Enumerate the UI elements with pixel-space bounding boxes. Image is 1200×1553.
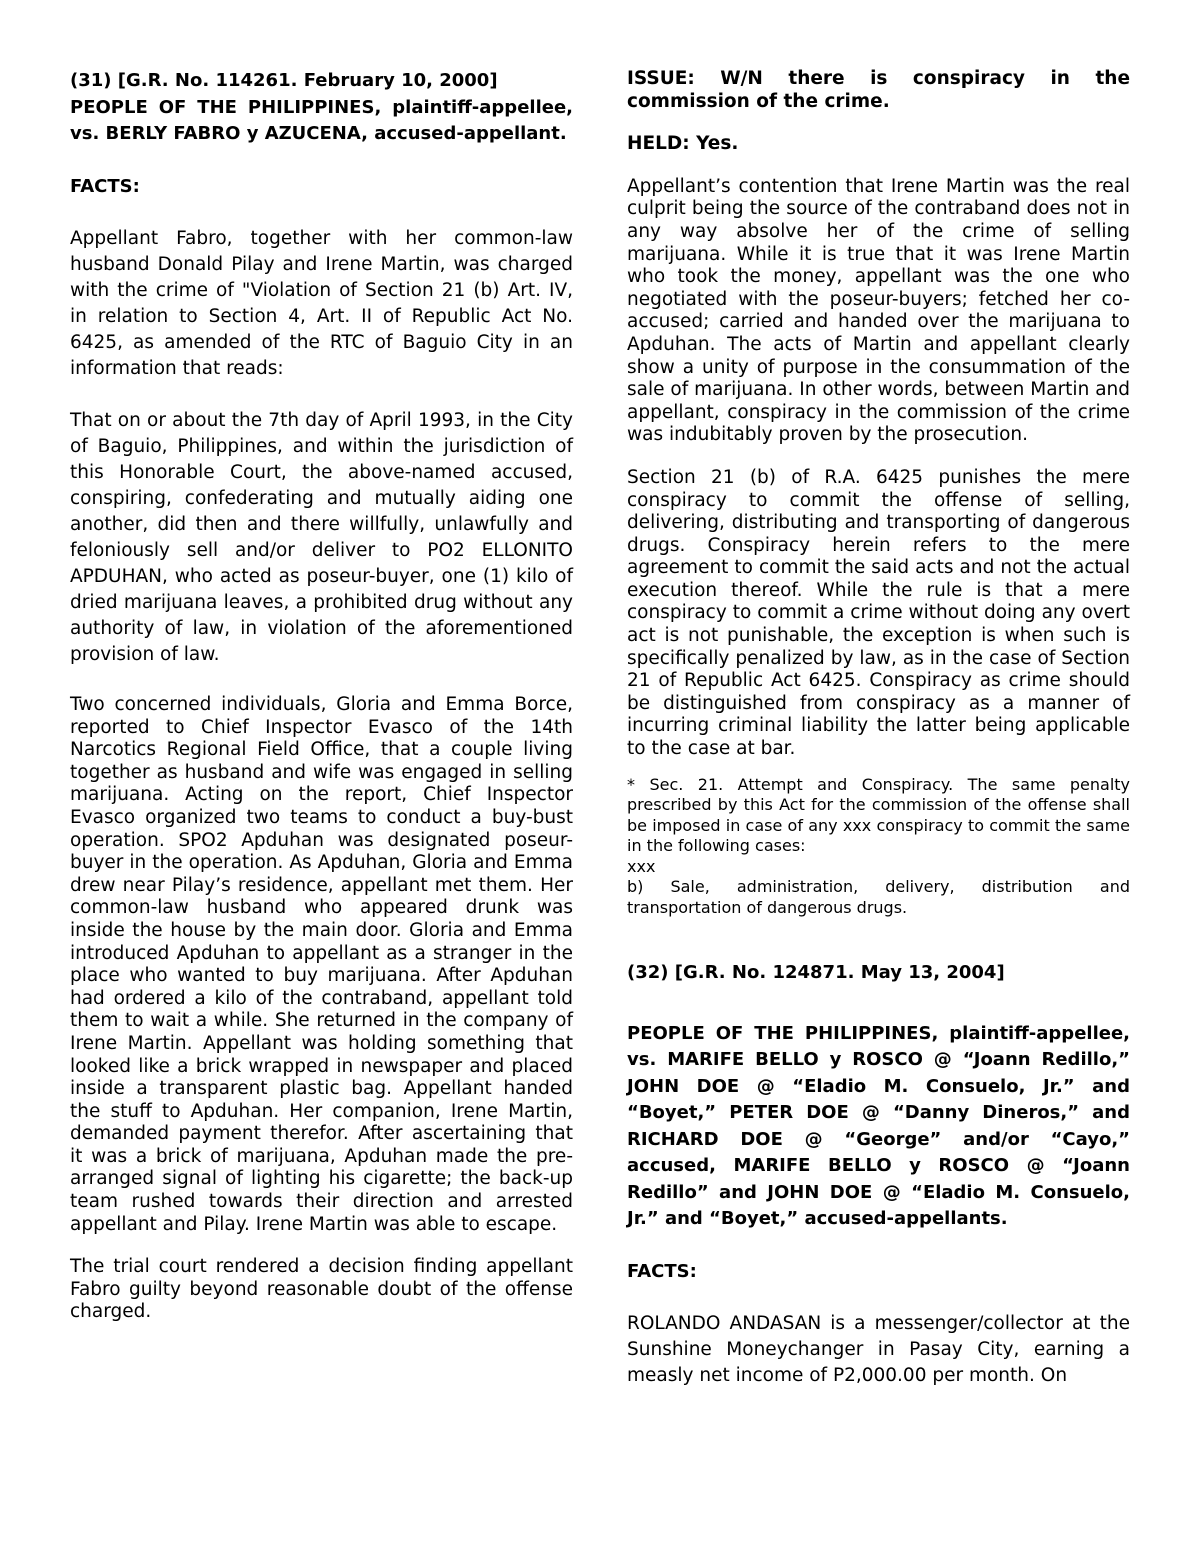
case-31-facts-paragraph-1: Appellant Fabro, together with her common-law husband Donald Pilay and Irene Martin, was charged with the crime of "Violation of Section 21 (b) Art. IV, in relation to Section 4, Art. II of Republic Act No. 6425, as amended of the RTC of Baguio City in an information that reads: [70, 228, 573, 379]
case-31-held-paragraph-2: Section 21 (b) of R.A. 6425 punishes the mere conspiracy to commit the offense of selling, delivering, distributing and transporting of dangerous drugs. Conspiracy herein refers to the mere agreement to commit the said acts and not the actual execution thereof. While the rule is that a mere conspiracy to commit a crime without doing any overt act is not punishable, the exception is when such is specifically penalized by law, as in the case of Section 21 of Republic Act 6425. Conspiracy as crime should be distinguished from conspiracy as a manner of incurring criminal liability the latter being applicable to the case at bar. [627, 466, 1130, 760]
case-31-information-quote: That on or about the 7th day of April 1993, in the City of Baguio, Philippines, and within the jurisdiction of this Honorable Court, the above-named accused, conspiring, confederating and mutually aiding one another, did then and there willfully, unlawfully and feloniously sell and/or deliver to PO2 ELLONITO APDUHAN, who acted as poseur-buyer, one (1) kilo of dried marijuana leaves, a prohibited drug without any authority of law, in violation of the aforementioned provision of law. [70, 410, 573, 665]
left-column [70, 68, 573, 1324]
case-32-parties: PEOPLE OF THE PHILIPPINES, plaintiff-appellee, vs. MARIFE BELLO y ROSCO @ “Joann Redillo,” JOHN DOE @ “Eladio M. Consuelo, Jr.” and “Boyet,” PETER DOE @ “Danny Dineros,” and RICHARD DOE @ “George” and/or “Cayo,” accused, MARIFE BELLO y ROSCO @ “Joann Redillo” and JOHN DOE @ “Eladio M. Consuelo, Jr.” and “Boyet,” accused-appellants. [627, 1022, 1130, 1230]
case-31-held-heading: HELD: Yes. [627, 133, 739, 155]
case-32-facts-paragraph-1: ROLANDO ANDASAN is a messenger/collector at the Sunshine Moneychanger in Pasay City, earning a measly net income of P2,000.00 per month. On [627, 1313, 1130, 1387]
case-32-facts-heading: FACTS: [627, 1260, 697, 1282]
right-column [627, 68, 1130, 1389]
footnote-xxx: xxx [627, 856, 656, 876]
case-32-citation: (32) [G.R. No. 124871. May 13, 2004] [627, 962, 1005, 984]
case-31-issue: ISSUE: W/N there is conspiracy in the commission of the crime. [627, 68, 1130, 112]
case-31-held-paragraph-1: Appellant’s contention that Irene Martin was the real culprit being the source of the contraband does not in any way absolve her of the crime of selling marijuana. While it is true that it was Irene Martin who took the money, appellant was the one who negotiated with the poseur-buyers; fetched her co-accused; carried and handed over the marijuana to Apduhan. The acts of Martin and appellant clearly show a unity of purpose in the consummation of the sale of marijuana. In other words, between Martin and appellant, conspiracy in the commission of the crime was indubitably proven by the prosecution. [627, 175, 1130, 446]
footnote-item-b: b) Sale, administration, delivery, distribution and transportation of dangerous drugs. [627, 877, 1130, 917]
case-31-parties: PEOPLE OF THE PHILIPPINES, plaintiff-appellee, vs. BERLY FABRO y AZUCENA, accused-appellant. [70, 96, 573, 144]
case-31-facts-heading: FACTS: [70, 175, 140, 197]
case-31-facts-paragraph-3: Two concerned individuals, Gloria and Emma Borce, reported to Chief Inspector Evasco of the 14th Narcotics Regional Field Office, that a couple living together as husband and wife was engaged in selling marijuana. Acting on the report, Chief Inspector Evasco organized two teams to conduct a buy-bust operation. SPO2 Apduhan was designated poseur-buyer in the operation. As Apduhan, Gloria and Emma drew near Pilay’s residence, appellant met them. Her common-law husband who appeared drunk was inside the house by the main door. Gloria and Emma introduced Apduhan to appellant as a stranger in the place who wanted to buy marijuana. After Apduhan had ordered a kilo of the contraband, appellant told them to wait a while. She returned in the company of Irene Martin. Appellant was holding something that looked like a brick wrapped in newspaper and placed inside a transparent plastic bag. Appellant handed the stuff to Apduhan. Her companion, Irene Martin, demanded payment therefor. After ascertaining that it was a brick of marijuana, Apduhan made the pre-arranged signal of lighting his cigarette; the back-up team rushed towards their direction and arrested appellant and Pilay. Irene Martin was able to escape. [70, 694, 573, 1235]
case-31-citation: (31) [G.R. No. 114261. February 10, 2000] [70, 70, 498, 91]
case-31-facts-paragraph-4: The trial court rendered a decision finding appellant Fabro guilty beyond reasonable doubt of the offense charged. [70, 1256, 573, 1323]
footnote-section-21: * Sec. 21. Attempt and Conspiracy. The same penalty prescribed by this Act for the commission of the offense shall be imposed in case of any xxx conspiracy to commit the same in the following cases: [627, 774, 1130, 856]
